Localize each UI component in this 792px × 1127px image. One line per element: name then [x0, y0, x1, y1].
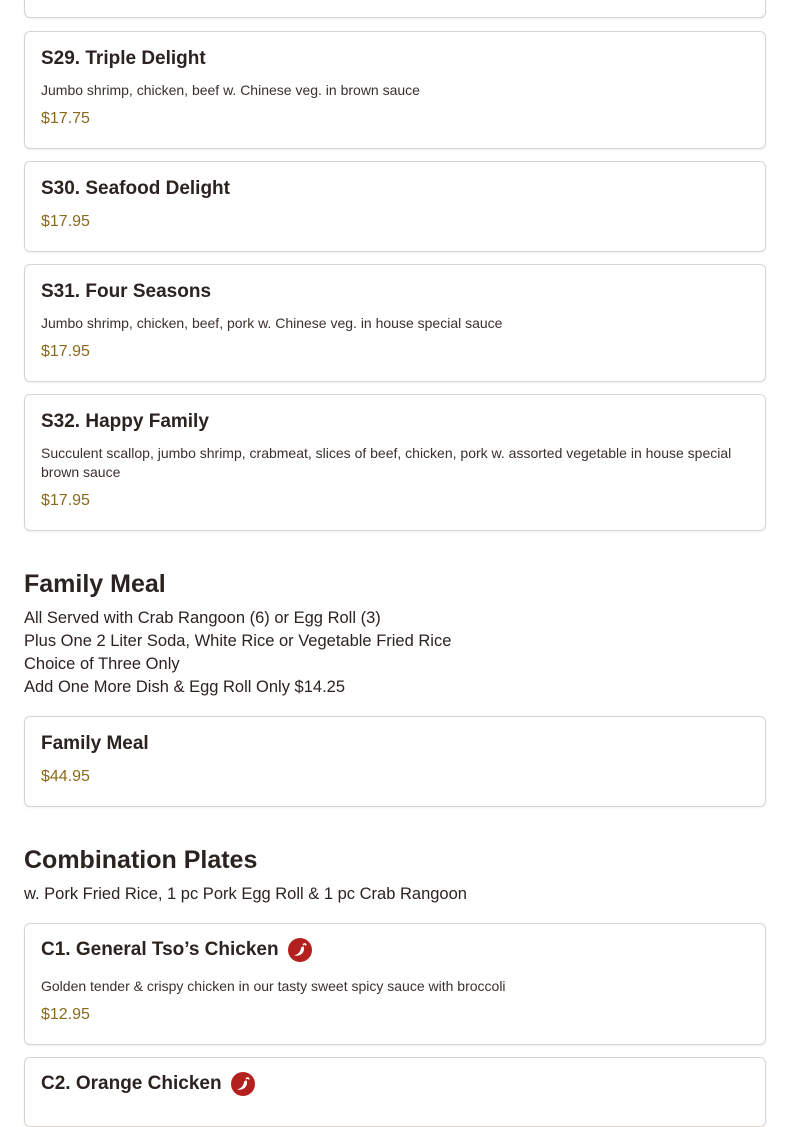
section-title-combination-plates: Combination Plates	[24, 846, 258, 874]
item-title: S31. Four Seasons	[41, 281, 212, 302]
item-description: Jumbo shrimp, chicken, beef, pork w. Chinese veg. in house special sauce	[41, 315, 503, 331]
menu-item-card[interactable]	[24, 394, 766, 531]
item-title: S32. Happy Family	[41, 411, 209, 432]
item-price: $12.95	[41, 1006, 90, 1023]
spicy-pepper-icon	[288, 938, 312, 962]
section-note: Plus One 2 Liter Soda, White Rice or Vegetable Fried Rice	[24, 632, 452, 650]
menu-item-card[interactable]	[24, 161, 766, 252]
item-title: C1. General Tso’s Chicken	[41, 939, 279, 960]
section-note: Add One More Dish & Egg Roll Only $14.25	[24, 678, 346, 696]
item-title: S29. Triple Delight	[41, 48, 206, 69]
menu-item-card[interactable]	[24, 923, 766, 1045]
item-description: Succulent scallop, jumbo shrimp, crabmeat, slices of beef, chicken, pork w. assorted vegetable in house special brown sauce	[41, 445, 732, 480]
item-title-row	[41, 1072, 255, 1096]
item-title: S30. Seafood Delight	[41, 178, 230, 199]
item-title-row	[41, 938, 312, 962]
section-note: w. Pork Fried Rice, 1 pc Pork Egg Roll & 1 pc Crab Rangoon	[24, 885, 467, 903]
menu-item-card[interactable]	[24, 264, 766, 382]
spicy-pepper-icon	[231, 1072, 255, 1096]
item-price: $17.95	[41, 492, 90, 509]
section-note: Choice of Three Only	[24, 655, 180, 673]
item-price: $17.75	[41, 110, 90, 127]
item-title: Family Meal	[41, 733, 149, 754]
item-price: $44.95	[41, 768, 90, 785]
menu-item-card[interactable]	[24, 31, 766, 149]
section-title-family-meal: Family Meal	[24, 570, 166, 598]
item-description: Golden tender & crispy chicken in our tasty sweet spicy sauce with broccoli	[41, 978, 506, 994]
item-description: Jumbo shrimp, chicken, beef w. Chinese veg. in brown sauce	[41, 82, 420, 98]
menu-item-card[interactable]	[24, 1057, 766, 1127]
menu-item-card-partial[interactable]	[24, 0, 766, 18]
menu-item-card[interactable]	[24, 716, 766, 807]
section-note: All Served with Crab Rangoon (6) or Egg Roll (3)	[24, 609, 381, 627]
item-price: $17.95	[41, 343, 90, 360]
item-title: C2. Orange Chicken	[41, 1073, 222, 1094]
item-price: $17.95	[41, 213, 90, 230]
